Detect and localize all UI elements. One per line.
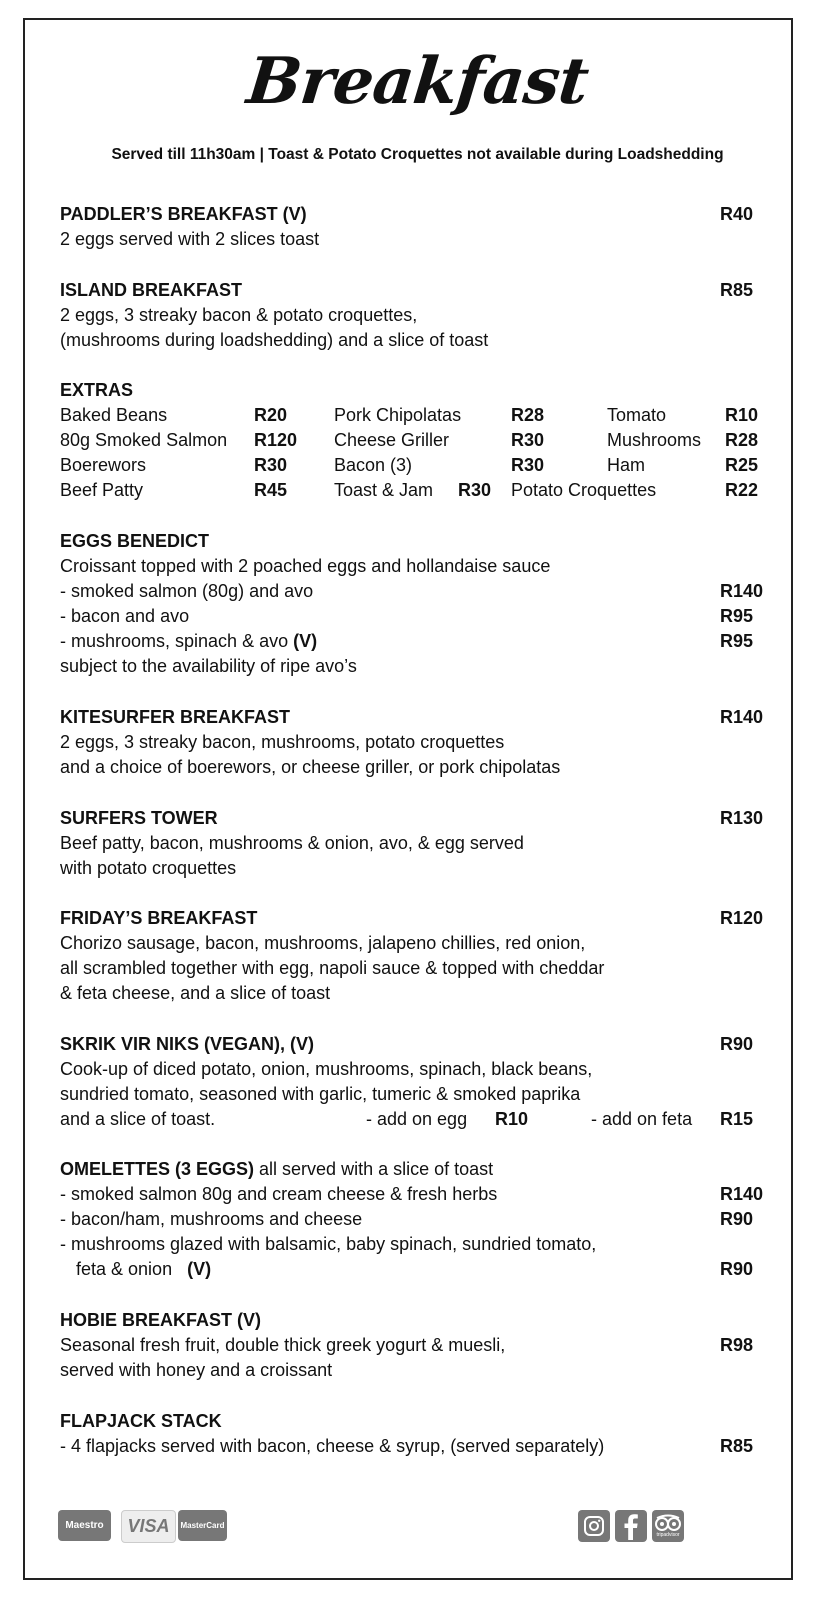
tripadvisor-owl-glyph [654,1514,682,1532]
visa-icon [121,1510,176,1543]
friday-breakfast-title: FRIDAY’S BREAKFAST [60,908,258,928]
vegetarian-tag: (V) [187,1259,212,1279]
page-title: Breakfast [243,44,592,119]
extras-heading: EXTRAS [60,380,134,400]
island-breakfast-title: ISLAND BREAKFAST [60,280,243,300]
extras-item: Beef Patty [60,480,144,500]
extras-price: R30 [254,455,288,475]
island-breakfast-desc: 2 eggs, 3 streaky bacon & potato croquettes, [60,305,418,325]
extras-price: R22 [725,480,759,500]
extras-item: Baked Beans [60,405,168,425]
facebook-glyph [619,1512,643,1540]
eggs-benedict-option-text: - mushrooms, spinach & avo [60,631,289,651]
omelette-option: - mushrooms glazed with balsamic, baby spinach, sundried tomato, [60,1234,597,1254]
add-on-feta-price: R15 [720,1109,754,1129]
add-on-egg-price: R10 [495,1109,529,1129]
extras-price: R25 [725,455,759,475]
visa-label: VISA [127,1516,170,1536]
hobie-breakfast-desc: Seasonal fresh fruit, double thick greek yogurt & muesli, [60,1335,506,1355]
omelettes-name: OMELETTES (3 EGGS) [60,1159,255,1179]
omelette-option: - bacon/ham, mushrooms and cheese [60,1209,363,1229]
instagram-glyph [582,1514,606,1538]
extras-item: Mushrooms [607,430,702,450]
hobie-breakfast-title: HOBIE BREAKFAST (V) [60,1310,262,1330]
extras-price: R28 [511,405,545,425]
surfers-tower-desc: with potato croquettes [60,858,237,878]
flapjack-stack-title: FLAPJACK STACK [60,1411,222,1431]
skrik-vir-niks-desc: Cook-up of diced potato, onion, mushrooms, spinach, black beans, [60,1059,593,1079]
omelettes-intro: all served with a slice of toast [254,1159,494,1179]
extras-price: R28 [725,430,759,450]
island-breakfast-price: R85 [720,280,754,300]
friday-breakfast-desc: & feta cheese, and a slice of toast [60,983,331,1003]
tripadvisor-label: tripadvisor [656,1532,680,1538]
omelette-option: - smoked salmon 80g and cream cheese & fresh herbs [60,1184,498,1204]
add-on-feta-label: - add on feta [591,1109,693,1129]
eggs-benedict-desc: Croissant topped with 2 poached eggs and hollandaise sauce [60,556,551,576]
omelettes-title [60,1158,493,1180]
eggs-benedict-option-price: R95 [720,606,754,626]
extras-price: R20 [254,405,288,425]
skrik-vir-niks-title: SKRIK VIR NIKS (VEGAN), (V) [60,1034,315,1054]
extras-price: R120 [254,430,298,450]
hobie-breakfast-desc: served with honey and a croissant [60,1360,333,1380]
surfers-tower-price: R130 [720,808,764,828]
island-breakfast-desc: (mushrooms during loadshedding) and a slice of toast [60,330,489,350]
kitesurfer-breakfast-desc: 2 eggs, 3 streaky bacon, mushrooms, potato croquettes [60,732,505,752]
eggs-benedict-option: - smoked salmon (80g) and avo [60,581,314,601]
eggs-benedict-title: EGGS BENEDICT [60,531,210,551]
friday-breakfast-desc: all scrambled together with egg, napoli sauce & topped with cheddar [60,958,605,978]
vegetarian-tag: (V) [293,631,318,651]
maestro-icon [58,1510,111,1541]
extras-item: Ham [607,455,646,475]
surfers-tower-title: SURFERS TOWER [60,808,218,828]
extras-price: R45 [254,480,288,500]
instagram-icon[interactable] [578,1510,610,1542]
extras-price: R30 [511,455,545,475]
omelette-option-cont [76,1258,211,1280]
extras-item: Boerewors [60,455,147,475]
eggs-benedict-option [60,630,317,652]
extras-price: R30 [458,480,492,500]
flapjack-stack-price: R85 [720,1436,754,1456]
flapjack-stack-desc: - 4 flapjacks served with bacon, cheese & syrup, (served separately) [60,1436,605,1456]
omelette-option-price: R140 [720,1184,764,1204]
kitesurfer-breakfast-price: R140 [720,707,764,727]
extras-item: 80g Smoked Salmon [60,430,228,450]
eggs-benedict-option-price: R95 [720,631,754,651]
friday-breakfast-desc: Chorizo sausage, bacon, mushrooms, jalapeno chillies, red onion, [60,933,586,953]
eggs-benedict-option: - bacon and avo [60,606,190,626]
extras-item: Tomato [607,405,667,425]
skrik-vir-niks-price: R90 [720,1034,754,1054]
mastercard-label: MasterCard [180,1521,225,1530]
eggs-benedict-note: subject to the availability of ripe avo’s [60,656,357,676]
omelette-option-price: R90 [720,1259,754,1279]
omelette-option-price: R90 [720,1209,754,1229]
omelette-option-text: feta & onion [76,1259,173,1279]
add-on-egg-label: - add on egg [366,1109,468,1129]
extras-item: Cheese Griller [334,430,450,450]
eggs-benedict-option-price: R140 [720,581,764,601]
extras-price: R30 [511,430,545,450]
kitesurfer-breakfast-title: KITESURFER BREAKFAST [60,707,291,727]
extras-price: R10 [725,405,759,425]
extras-item: Bacon (3) [334,455,413,475]
friday-breakfast-price: R120 [720,908,764,928]
paddler-breakfast-desc: 2 eggs served with 2 slices toast [60,229,320,249]
mastercard-icon [178,1510,227,1541]
kitesurfer-breakfast-desc: and a choice of boerewors, or cheese griller, or pork chipolatas [60,757,561,777]
maestro-label: Maestro [65,1520,104,1531]
skrik-vir-niks-desc: and a slice of toast. [60,1109,216,1129]
extras-item: Toast & Jam [334,480,434,500]
service-note: Served till 11h30am | Toast & Potato Croquettes not available during Loadshedding [111,146,724,163]
extras-item: Pork Chipolatas [334,405,462,425]
facebook-icon[interactable] [615,1510,647,1542]
hobie-breakfast-price: R98 [720,1335,754,1355]
extras-item: Potato Croquettes [511,480,657,500]
paddler-breakfast-price: R40 [720,204,754,224]
tripadvisor-icon[interactable] [652,1510,684,1542]
skrik-vir-niks-desc: sundried tomato, seasoned with garlic, tumeric & smoked paprika [60,1084,581,1104]
surfers-tower-desc: Beef patty, bacon, mushrooms & onion, avo, & egg served [60,833,524,853]
paddler-breakfast-title: PADDLER’S BREAKFAST (V) [60,204,307,224]
